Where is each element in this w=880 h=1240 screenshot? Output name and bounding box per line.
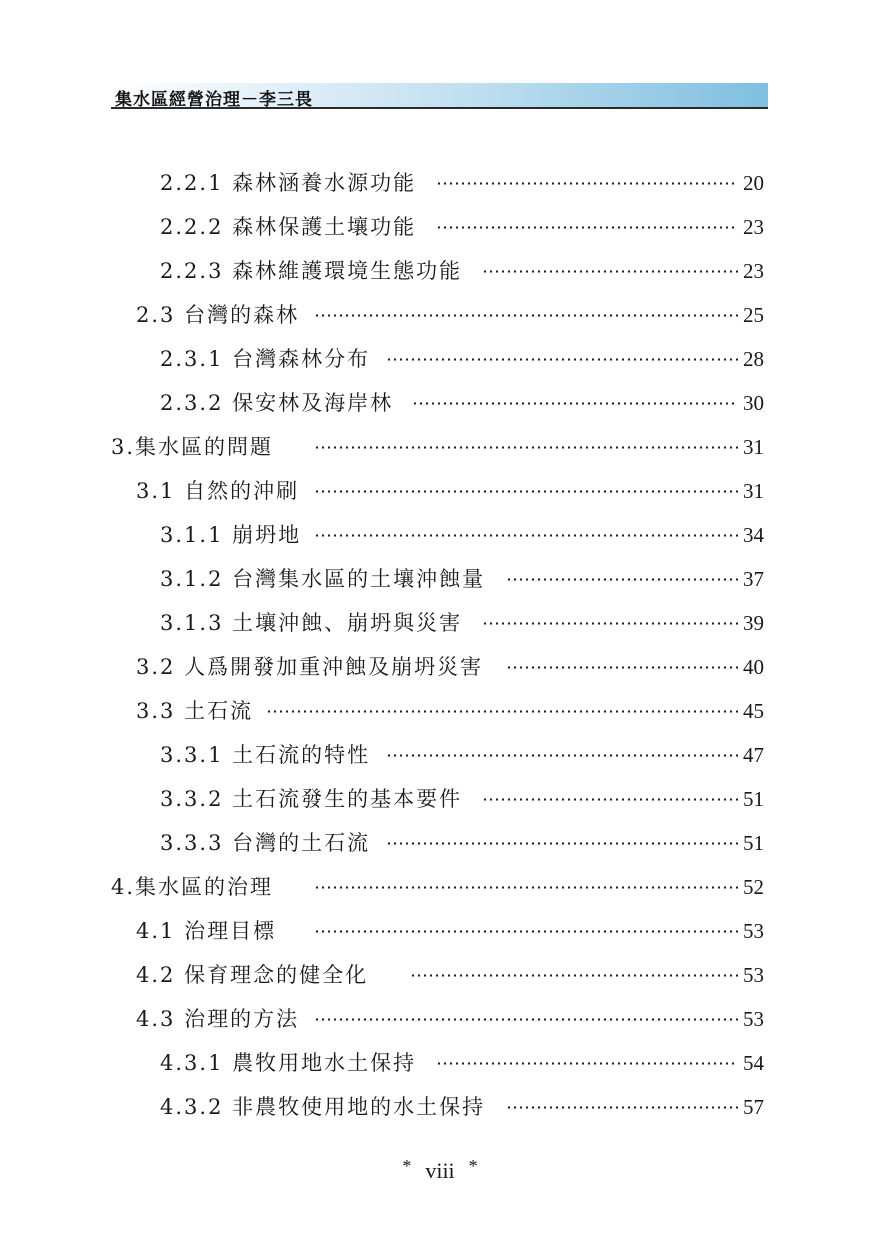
toc-entry-label: 3.1 自然的沖刷 — [136, 479, 300, 503]
toc-entry[interactable] — [160, 212, 768, 242]
toc-entry[interactable] — [160, 828, 768, 858]
toc-entry[interactable] — [160, 388, 768, 418]
toc-leader-dots — [314, 930, 738, 933]
toc-entry[interactable] — [136, 1004, 768, 1034]
toc-entry-page: 57 — [743, 1095, 764, 1119]
toc-entry-label: 3.3.1 土石流的特性 — [160, 743, 371, 767]
toc-leader-dots — [386, 358, 738, 361]
running-header — [111, 83, 768, 109]
toc-leader-dots — [482, 622, 738, 625]
toc-entry-page: 34 — [743, 523, 764, 547]
header-title: 集水區經營治理－李三畏 — [115, 90, 313, 110]
toc-entry-page: 52 — [743, 875, 764, 899]
toc-entry[interactable] — [160, 1048, 768, 1078]
toc-leader-dots — [314, 534, 738, 537]
toc-leader-dots — [412, 402, 738, 405]
toc-entry-label: 2.2.3 森林維護環境生態功能 — [160, 259, 463, 283]
toc-entry-label: 2.3 台灣的森林 — [136, 303, 300, 327]
toc-entry-page: 39 — [743, 611, 764, 635]
toc-leader-dots — [410, 974, 738, 977]
toc-leader-dots — [314, 446, 738, 449]
toc-entry[interactable] — [160, 784, 768, 814]
toc-entry-page: 37 — [743, 567, 764, 591]
toc-leader-dots — [482, 798, 738, 801]
toc-entry-label: 4.3.2 非農牧使用地的水土保持 — [160, 1095, 486, 1119]
toc-entry-page: 51 — [743, 831, 764, 855]
toc-entry[interactable] — [160, 344, 768, 374]
toc-entry[interactable] — [160, 1092, 768, 1122]
footer-star-left: * — [402, 1156, 412, 1176]
toc-entry-page: 28 — [743, 347, 764, 371]
toc-entry-page: 25 — [743, 303, 764, 327]
toc-entry[interactable] — [136, 300, 768, 330]
toc-entry-label: 4.集水區的治理 — [111, 875, 274, 899]
toc-entry[interactable] — [160, 520, 768, 550]
toc-entry-page: 51 — [743, 787, 764, 811]
footer-page-number: viii — [425, 1158, 455, 1183]
toc-entry[interactable] — [136, 652, 768, 682]
toc-leader-dots — [436, 1062, 738, 1065]
toc-leader-dots — [506, 1106, 738, 1109]
toc-leader-dots — [314, 314, 738, 317]
toc-entry[interactable] — [160, 168, 768, 198]
toc-entry[interactable] — [136, 916, 768, 946]
toc-leader-dots — [314, 490, 738, 493]
toc-entry[interactable] — [136, 696, 768, 726]
toc-leader-dots — [436, 226, 738, 229]
toc-entry-page: 30 — [743, 391, 764, 415]
toc-leader-dots — [386, 754, 738, 757]
toc-entry-label: 2.3.1 台灣森林分布 — [160, 347, 371, 371]
toc-entry-label: 2.3.2 保安林及海岸林 — [160, 391, 394, 415]
toc-entry-label: 3.1.2 台灣集水區的土壤沖蝕量 — [160, 567, 486, 591]
toc-entry-label: 3.3.3 台灣的土石流 — [160, 831, 371, 855]
toc-entry-page: 23 — [743, 215, 764, 239]
toc-entry[interactable] — [160, 608, 768, 638]
toc-entry-label: 4.1 治理目標 — [136, 919, 277, 943]
toc-entry-page: 47 — [743, 743, 764, 767]
toc-entry[interactable] — [160, 564, 768, 594]
page-footer — [0, 1158, 880, 1184]
toc-entry[interactable] — [136, 960, 768, 990]
toc-entry-page: 20 — [743, 171, 764, 195]
toc-entry-page: 31 — [743, 479, 764, 503]
toc-entry[interactable] — [160, 740, 768, 770]
toc-entry[interactable] — [136, 476, 768, 506]
toc-entry-label: 4.2 保育理念的健全化 — [136, 963, 369, 987]
toc-entry-label: 3.3 土石流 — [136, 699, 254, 723]
toc-leader-dots — [266, 710, 738, 713]
toc-entry-label: 3.2 人爲開發加重沖蝕及崩坍災害 — [136, 655, 484, 679]
toc-entry[interactable] — [111, 432, 768, 462]
toc-entry-label: 3.1.3 土壤沖蝕、崩坍與災害 — [160, 611, 463, 635]
footer-star-right: * — [468, 1156, 478, 1176]
toc-entry-label: 2.2.2 森林保護土壤功能 — [160, 215, 417, 239]
toc-entry-label: 3.1.1 崩坍地 — [160, 523, 302, 547]
toc-leader-dots — [482, 270, 738, 273]
toc-leader-dots — [506, 578, 738, 581]
toc-entry-label: 4.3 治理的方法 — [136, 1007, 300, 1031]
toc-entry[interactable] — [160, 256, 768, 286]
toc-entry-label: 2.2.1 森林涵養水源功能 — [160, 171, 417, 195]
toc-entry-page: 53 — [743, 963, 764, 987]
toc-entry-page: 54 — [743, 1051, 764, 1075]
toc-leader-dots — [314, 886, 738, 889]
toc-entry-label: 3.集水區的問題 — [111, 435, 274, 459]
toc-entry[interactable] — [111, 872, 768, 902]
toc-leader-dots — [506, 666, 738, 669]
toc-leader-dots — [436, 182, 738, 185]
toc-entry-label: 4.3.1 農牧用地水土保持 — [160, 1051, 417, 1075]
toc-entry-page: 31 — [743, 435, 764, 459]
toc-entry-page: 53 — [743, 919, 764, 943]
toc-entry-page: 40 — [743, 655, 764, 679]
toc-leader-dots — [386, 842, 738, 845]
toc-entry-page: 45 — [743, 699, 764, 723]
toc-entry-page: 53 — [743, 1007, 764, 1031]
toc-leader-dots — [314, 1018, 738, 1021]
toc-entry-label: 3.3.2 土石流發生的基本要件 — [160, 787, 463, 811]
toc-entry-page: 23 — [743, 259, 764, 283]
